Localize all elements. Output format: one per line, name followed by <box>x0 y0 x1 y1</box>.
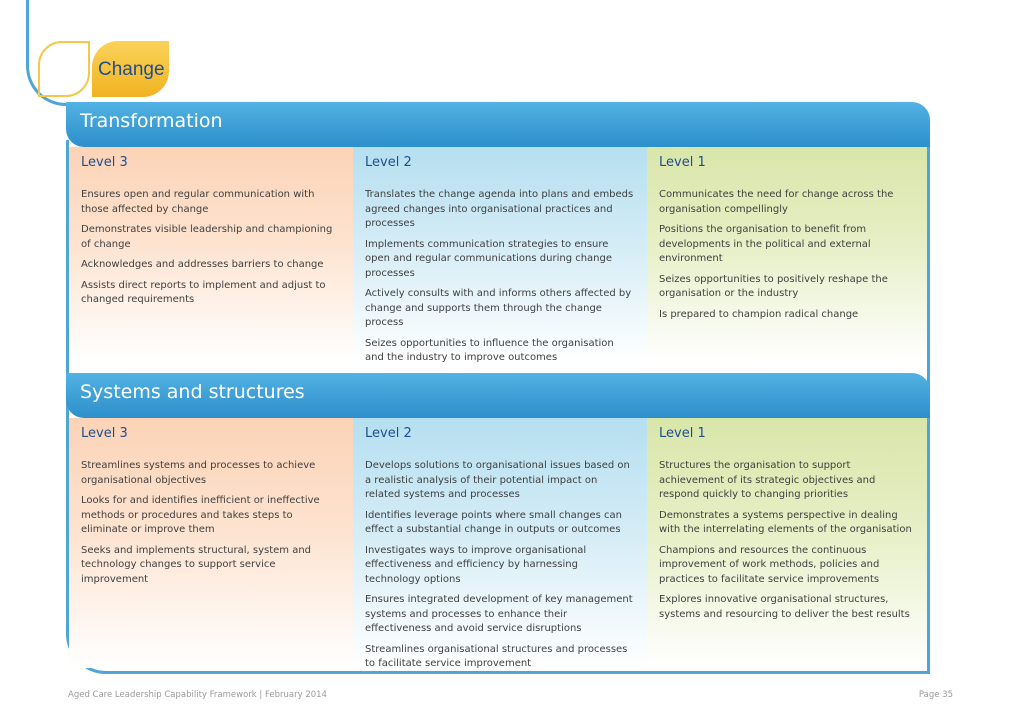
list-item: Seeks and implements structural, system and technology changes to support service improvement <box>81 544 312 585</box>
list-item: Translates the change agenda into plans and embeds agreed changes into organisational practices and processes <box>365 189 634 229</box>
level-2-column <box>353 418 647 668</box>
footer-page-number: Page 35 <box>918 690 953 700</box>
list-item: Seizes opportunities to influence the organisation and the industry to improve outcomes <box>365 337 614 363</box>
list-item: Develops solutions to organisational issues based on a realistic analysis of their potential impact on related systems and processes <box>365 460 630 500</box>
list-item: Demonstrates visible leadership and championing of change <box>81 224 333 250</box>
list-item: Implements communication strategies to ensure open and regular communications during change processes <box>365 238 613 279</box>
level-heading: Level 2 <box>365 426 412 441</box>
list-item: Looks for and identifies inefficient or ineffective methods or procedures and takes steps to eliminate or improve them <box>81 495 320 535</box>
section-title: Transformation <box>80 110 223 132</box>
level-heading: Level 3 <box>81 155 128 170</box>
list-item: Streamlines systems and processes to achieve organisational objectives <box>81 460 316 486</box>
list-item: Acknowledges and addresses barriers to change <box>81 259 324 270</box>
list-item: Champions and resources the continuous improvement of work methods, policies and practices to facilitate service improvements <box>659 544 880 585</box>
list-item: Identifies leverage points where small changes can effect a substantial change in outputs or outcomes <box>365 509 622 535</box>
list-item: Positions the organisation to benefit from developments in the political and external environment <box>659 224 871 264</box>
list-item: Actively consults with and informs others affected by change and supports them through the change process <box>365 288 632 328</box>
level-1-column <box>647 418 927 668</box>
level-1-column <box>647 147 927 362</box>
list-item: Assists direct reports to implement and adjust to changed requirements <box>81 279 326 305</box>
footer-document-title: Aged Care Leadership Capability Framework | February 2014 <box>68 690 327 700</box>
section-header-systems-and-structures <box>66 373 930 418</box>
level-3-column <box>69 418 353 668</box>
level-heading: Level 1 <box>659 426 706 441</box>
list-item: Ensures open and regular communication with those affected by change <box>81 189 315 215</box>
category-title: Change <box>98 59 165 80</box>
list-item: Structures the organisation to support achievement of its strategic objectives and respond quickly to changing priorities <box>659 460 876 500</box>
list-item: Investigates ways to improve organisational effectiveness and efficiency by harnessing technology options <box>365 544 587 585</box>
badge-outline-shape <box>38 41 90 97</box>
list-item: Communicates the need for change across the organisation compellingly <box>659 189 894 215</box>
level-heading: Level 3 <box>81 426 128 441</box>
list-item: Demonstrates a systems perspective in dealing with the interrelating elements of the organisation <box>659 509 912 535</box>
level-heading: Level 2 <box>365 155 412 170</box>
list-item: Seizes opportunities to positively reshape the organisation or the industry <box>659 273 888 299</box>
list-item: Streamlines organisational structures and processes to facilitate service improvement <box>365 643 628 669</box>
level-2-column <box>353 147 647 362</box>
section-title: Systems and structures <box>80 381 305 403</box>
level-3-column <box>69 147 353 362</box>
level-heading: Level 1 <box>659 155 706 170</box>
list-item: Explores innovative organisational structures, systems and resourcing to deliver the best results <box>659 594 910 620</box>
list-item: Is prepared to champion radical change <box>659 308 859 320</box>
section-header-transformation <box>66 102 930 147</box>
list-item: Ensures integrated development of key management systems and processes to enhance their effectiveness and avoid service disruptions <box>365 594 633 634</box>
